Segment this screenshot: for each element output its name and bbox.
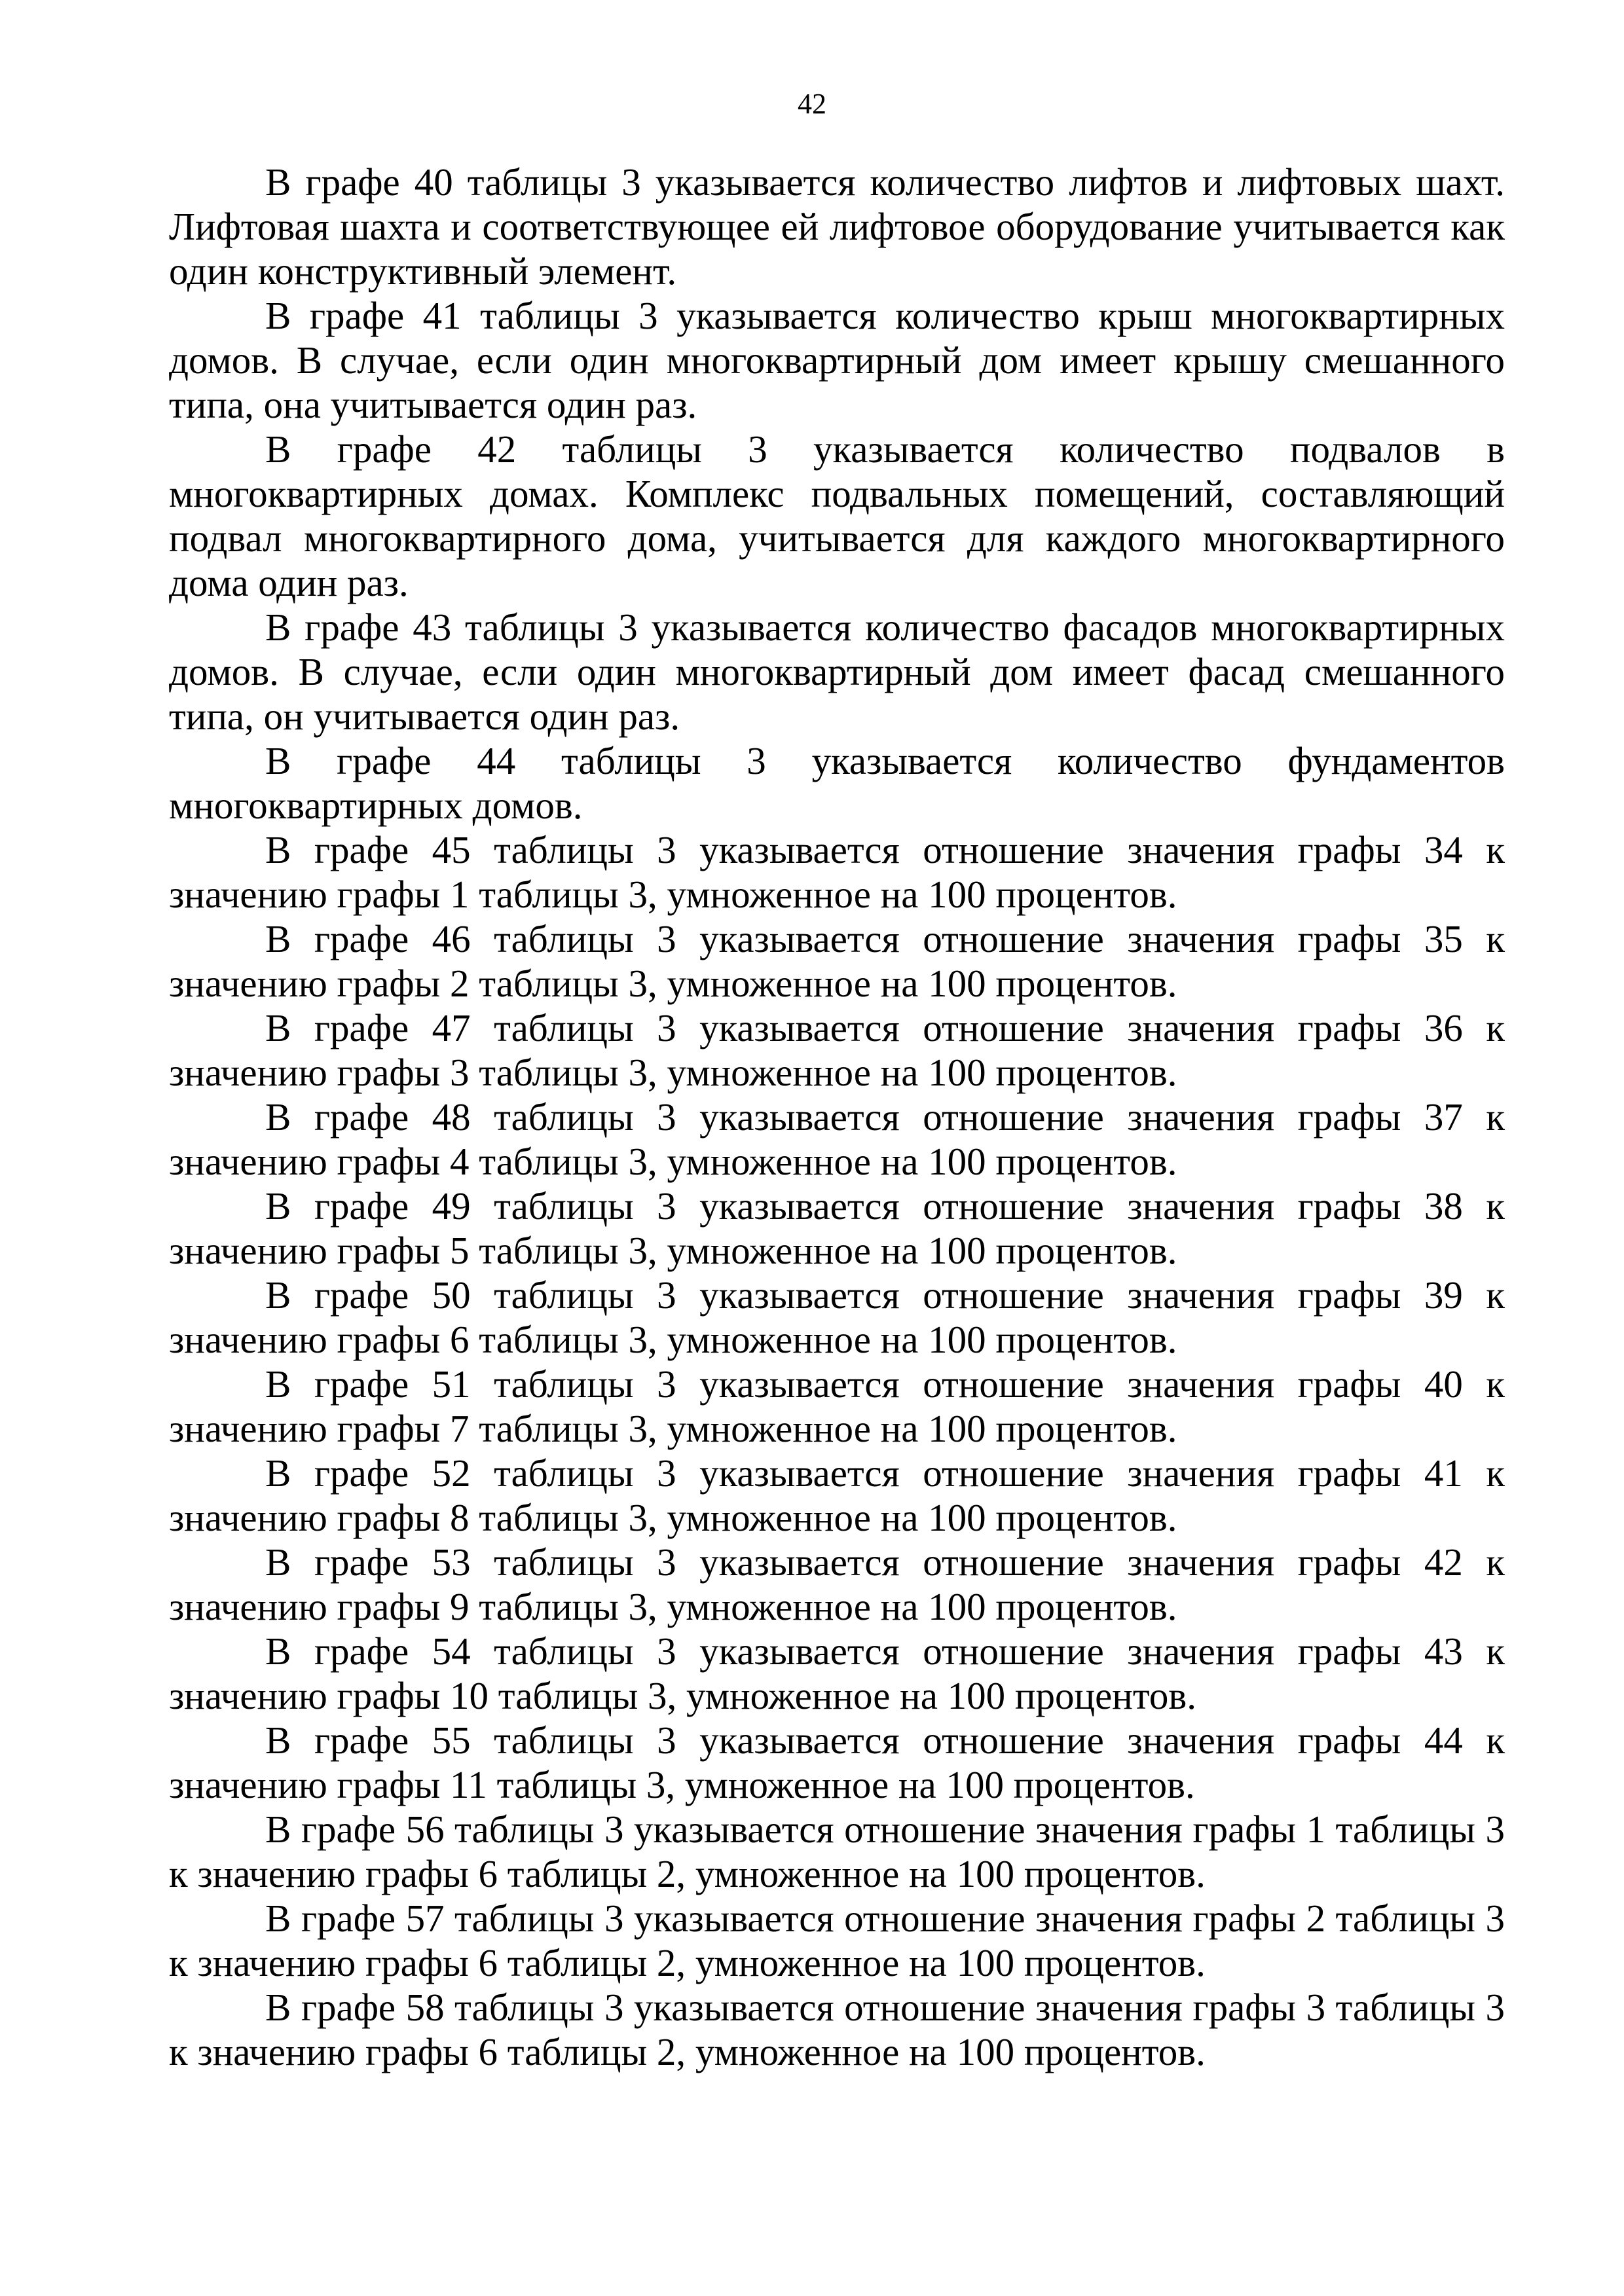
paragraph-grafa-55: В графе 55 таблицы 3 указывается отношение значения графы 44 к значению графы 11 таблицы 3, умноженное на 100 процентов. xyxy=(169,1719,1505,1806)
paragraph-grafa-49: В графе 49 таблицы 3 указывается отношение значения графы 38 к значению графы 5 таблицы 3, умноженное на 100 процентов. xyxy=(169,1184,1505,1272)
paragraph-grafa-48: В графе 48 таблицы 3 указывается отношение значения графы 37 к значению графы 4 таблицы 3, умноженное на 100 процентов. xyxy=(169,1095,1505,1183)
paragraph-grafa-43: В графе 43 таблицы 3 указывается количество фасадов многоквартирных домов. В случае, если один многоквартирный дом имеет фасад смешанного типа, он учитывается один раз. xyxy=(169,606,1505,738)
paragraph-grafa-41: В графе 41 таблицы 3 указывается количество крыш многоквартирных домов. В случае, если один многоквартирный дом имеет крышу смешанного типа, она учитывается один раз. xyxy=(169,294,1505,426)
paragraph-grafa-51: В графе 51 таблицы 3 указывается отношение значения графы 40 к значению графы 7 таблицы 3, умноженное на 100 процентов. xyxy=(169,1362,1505,1450)
paragraph-grafa-44: В графе 44 таблицы 3 указывается количество фундаментов многоквартирных домов. xyxy=(169,739,1505,827)
paragraph-grafa-56: В графе 56 таблицы 3 указывается отношение значения графы 1 таблицы 3 к значению графы 6 таблицы 2, умноженное на 100 процентов. xyxy=(169,1808,1505,1895)
paragraph-grafa-54: В графе 54 таблицы 3 указывается отношение значения графы 43 к значению графы 10 таблицы 3, умноженное на 100 процентов. xyxy=(169,1630,1505,1717)
paragraph-grafa-52: В графе 52 таблицы 3 указывается отношение значения графы 41 к значению графы 8 таблицы 3, умноженное на 100 процентов. xyxy=(169,1451,1505,1539)
paragraph-grafa-50: В графе 50 таблицы 3 указывается отношение значения графы 39 к значению графы 6 таблицы 3, умноженное на 100 процентов. xyxy=(169,1273,1505,1361)
paragraph-grafa-45: В графе 45 таблицы 3 указывается отношение значения графы 34 к значению графы 1 таблицы 3, умноженное на 100 процентов. xyxy=(169,828,1505,916)
page-number: 42 xyxy=(798,88,826,120)
paragraph-grafa-47: В графе 47 таблицы 3 указывается отношение значения графы 36 к значению графы 3 таблицы 3, умноженное на 100 процентов. xyxy=(169,1006,1505,1094)
paragraph-grafa-42: В графе 42 таблицы 3 указывается количество подвалов в многоквартирных домах. Комплекс подвальных помещений, составляющий подвал многоквартирного дома, учитывается для каждого многоквартирного дома один раз. xyxy=(169,428,1505,604)
paragraph-grafa-57: В графе 57 таблицы 3 указывается отношение значения графы 2 таблицы 3 к значению графы 6 таблицы 2, умноженное на 100 процентов. xyxy=(169,1897,1505,1984)
paragraph-grafa-58: В графе 58 таблицы 3 указывается отношение значения графы 3 таблицы 3 к значению графы 6 таблицы 2, умноженное на 100 процентов. xyxy=(169,1986,1505,2073)
paragraph-grafa-40: В графе 40 таблицы 3 указывается количество лифтов и лифтовых шахт. Лифтовая шахта и соответствующее ей лифтовое оборудование учитывается как один конструктивный элемент. xyxy=(169,160,1505,293)
document-body xyxy=(169,160,1505,2074)
paragraph-grafa-46: В графе 46 таблицы 3 указывается отношение значения графы 35 к значению графы 2 таблицы 3, умноженное на 100 процентов. xyxy=(169,917,1505,1005)
paragraph-grafa-53: В графе 53 таблицы 3 указывается отношение значения графы 42 к значению графы 9 таблицы 3, умноженное на 100 процентов. xyxy=(169,1540,1505,1628)
